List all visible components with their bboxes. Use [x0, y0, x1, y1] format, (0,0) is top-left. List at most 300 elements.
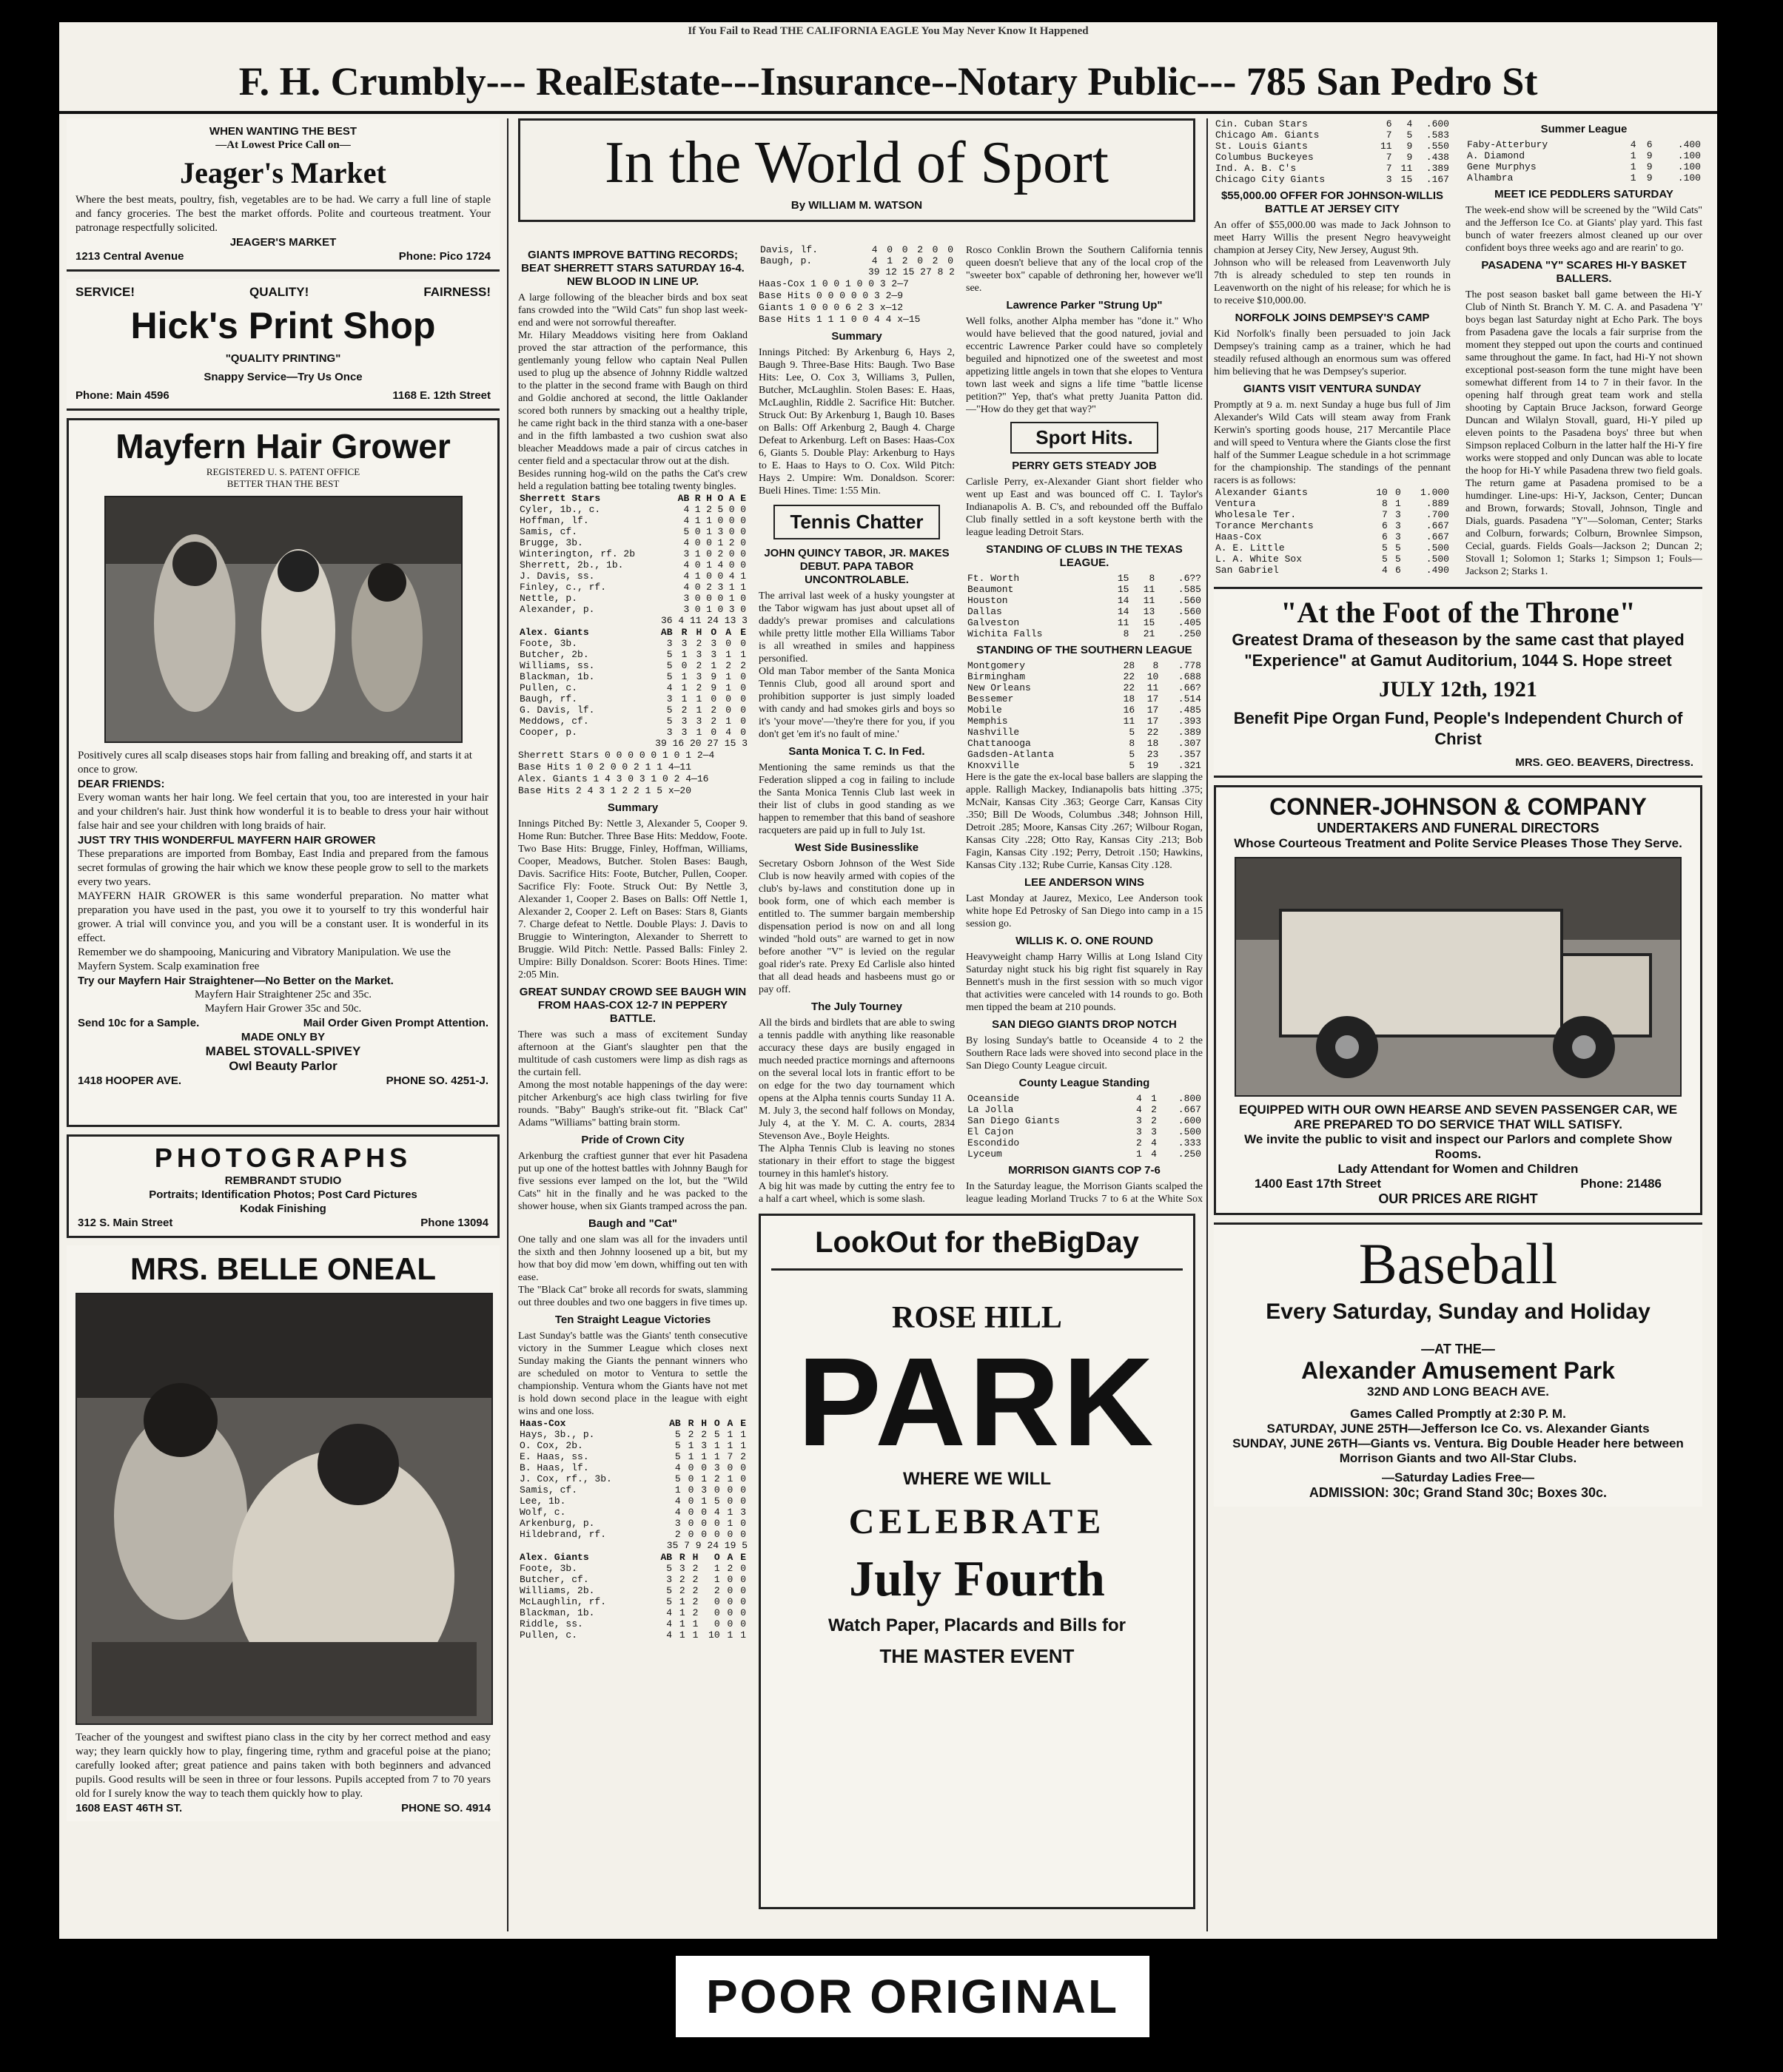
table-cell: 1	[713, 1563, 720, 1574]
col5-p1: An offer of $55,000.00 was made to Jack Johnson to meet Harry Willis the present Negro heavyweight champion at Jersey City, New Jersey, August 9th.	[1214, 220, 1451, 256]
box-score-row	[518, 593, 748, 604]
table-cell: 4	[1135, 1104, 1142, 1115]
table-header-cell: Sherrett Stars	[520, 493, 601, 504]
table-cell: 13	[1143, 606, 1155, 617]
table-cell: Butcher, cf.	[520, 1574, 589, 1585]
table-cell: Winterington, rf. 2b	[520, 548, 636, 559]
hicks-phone: Phone: Main 4596	[75, 389, 169, 402]
box-score-row	[518, 1607, 748, 1618]
col4-p7: By losing Sunday's battle to Oceanside 4 to 2 the Southern Race lads were shoved into second place in the San Diego County League circuit.	[966, 1035, 1203, 1072]
table-cell: .583	[1426, 130, 1449, 141]
photos-line1: Portraits; Identification Photos; Post Card Pictures	[149, 1188, 417, 1201]
table-cell: 14	[1117, 595, 1129, 606]
table-cell: Columbus Buckeyes	[1215, 152, 1314, 163]
sport-column-3	[966, 244, 1203, 1206]
conner-title: CONNER-JOHNSON & COMPANY	[1269, 793, 1647, 820]
standings-row	[966, 704, 1203, 716]
summer-league-table-2	[1465, 139, 1702, 184]
table-cell: Foote, 3b.	[520, 638, 578, 649]
table-cell: 2	[740, 1451, 746, 1462]
table-cell: 0	[728, 526, 735, 537]
table-cell: San Diego Giants	[967, 1115, 1060, 1126]
table-cell: Foote, 3b.	[520, 1563, 578, 1574]
standings-row	[966, 682, 1203, 693]
table-cell: .389	[1426, 163, 1449, 174]
table-cell: 1	[711, 660, 717, 671]
table-cell: Wolf, c.	[520, 1507, 566, 1518]
table-header-row	[518, 1418, 748, 1429]
table-cell: 1	[713, 1440, 720, 1451]
july-tourney-head: The July Tourney	[810, 1000, 903, 1013]
table-cell: .66?	[1178, 682, 1201, 693]
table-cell: 0	[740, 537, 746, 548]
col3-totals: 39 12 15 27 8 2	[867, 266, 955, 278]
standings-row	[1214, 542, 1451, 554]
tennis-t2: Old man Tabor member of the Santa Monica Tennis Club, good all around sport and prohibition supporter is just simply loaded with candy and had smokes girls and boys so it's 'your move'—'they're there for you, if you don't get 'em it's no fault of mine.'	[759, 666, 955, 740]
table-cell: 18	[1146, 738, 1159, 749]
table-header-cell: O	[713, 1552, 720, 1563]
texas-league-table	[966, 573, 1203, 639]
table-header-cell: O	[711, 627, 717, 638]
table-cell: .6??	[1178, 573, 1201, 584]
table-cell: 0	[688, 1484, 694, 1496]
sunday-p5: Among the most notable happenings of the day were: pitcher Arkenburg's ace high class twirling for five rounds. "Baby" Baugh's strike-out fit. "Black Cat" Adams "Williams" batting brain storm.	[518, 1080, 748, 1128]
table-cell: Blackman, 1b.	[520, 1607, 595, 1618]
table-cell: 1	[696, 704, 702, 716]
table-cell: 0	[701, 1462, 708, 1473]
table-header-cell: R	[679, 1552, 685, 1563]
tennis-headline: JOHN QUINCY TABOR, JR. MAKES DEBUT. PAPA TABOR UNCONTROLABLE.	[764, 547, 950, 586]
hicks-service: SERVICE!	[75, 285, 135, 299]
table-cell: .333	[1178, 1137, 1201, 1148]
baseball-sat: SATURDAY, JUNE 25TH—Jefferson Ice Co. vs. Alexander Giants	[1266, 1422, 1650, 1436]
table-header-cell: O	[717, 493, 724, 504]
standings-row	[966, 1137, 1203, 1148]
top-line: If You Fail to Read THE CALIFORNIA EAGLE You May Never Know It Happened	[688, 25, 1089, 37]
table-cell: 2	[717, 548, 724, 559]
table-cell: 5	[1129, 749, 1135, 760]
col5-p5: The week-end show will be screened by the "Wild Cats" and the Jefferson Ice Co. at Giants' play yard. This fast bunch of water freezers almost cleaned up our over confident boys three weeks ago and are rearin' to go.	[1465, 205, 1702, 254]
table-cell: 1	[740, 571, 746, 582]
giants-p2: Mr. Hilary Meaddows visiting here from Oakland proved the star attraction of the performance, this gentlemanly young fellow who captain Neal Pullen used to plug up the absence of Johnny Riddle waltzed to the platter in the second frame with Baugh on third and Goldie anchored at second, the little Oaklander scored both runners by smacking out a healthy triple, he came right back in the third stanza with a one-baser and in the fifth lambasted a two cushion swat also bleacher Meaddows made a pair of circus catches in center field and a spectacular throw out at the dish.	[518, 330, 748, 467]
standings-row	[966, 760, 1203, 771]
table-cell: 11	[1143, 595, 1155, 606]
table-cell: Samis, cf.	[520, 526, 578, 537]
table-cell: Blackman, 1b.	[520, 671, 595, 682]
table-cell: 2	[932, 255, 938, 266]
table-cell: 1	[740, 1440, 746, 1451]
table-cell: Ventura	[1215, 498, 1256, 509]
table-cell: El Cajon	[967, 1126, 1014, 1137]
table-cell: 0	[740, 1518, 746, 1529]
county-head: County League Standing	[1018, 1077, 1150, 1089]
table-cell: 4	[1151, 1137, 1157, 1148]
giants-p3: Besides running hog-wild on the paths the Cat's crew held a regulation batting bee totaling twenty bingles.	[518, 468, 748, 492]
mayfern-name: Mayfern Hair Grower	[115, 427, 451, 465]
table-header-cell: A	[728, 493, 735, 504]
table-cell: 0	[932, 244, 938, 255]
table-cell: 1	[701, 1473, 708, 1484]
table-cell: 0	[740, 716, 746, 727]
table-cell: 5	[1406, 130, 1413, 141]
hicks-address: 1168 E. 12th Street	[392, 389, 491, 402]
table-cell: 3	[696, 671, 702, 682]
table-cell: 0	[706, 548, 712, 559]
table-cell: 0	[740, 682, 746, 693]
table-cell: 11	[1143, 584, 1155, 595]
west-side-head: West Side Businesslike	[794, 841, 919, 854]
table-header-cell: A	[725, 627, 732, 638]
box-score-row	[759, 255, 955, 266]
table-cell: 0	[917, 255, 924, 266]
table-cell: 0	[947, 255, 953, 266]
table-cell: 9	[1406, 141, 1413, 152]
summary-text: Innings Pitched By: Nettle 3, Alexander 5, Cooper 9. Home Run: Butcher. Three Base Hits: Meddow, Foote. Two Base Hits: Brugge, Finley, Hoffman, Williams, Cooper, Meadows, Butcher. Stolen Bases: Baugh, Davis. Sacrifice Hits: Foote, Butcher, Pullen, Cooper. Sacrifice Fly: Foote. Struck Out: By Nettle 3, Alexander 1, Cooper 2. Bases on Balls: Off Nettle 1, Alexander 2, Cooper 2. Left on Bases: Stars 8, Giants 7. Charge defeat to Nettle. Double Plays: J. Davis to Bruggie to Winterington, Alexander to Sherrett to Bruggie. Wild Pitch: Nettle. Passed Balls: Finley 2. Umpire: Billy Donaldson. Scorer: Boots Hines. Time: 2:05 Min.	[518, 818, 748, 980]
summer-league-table	[1214, 487, 1451, 576]
table-cell: 1	[1394, 498, 1401, 509]
table-cell: Haas-Cox	[1215, 531, 1262, 542]
table-cell: 5	[666, 704, 673, 716]
table-cell: Meddows, cf.	[520, 716, 589, 727]
hicks-name: Hick's Print Shop	[130, 305, 436, 346]
table-cell: E. Haas, ss.	[520, 1451, 589, 1462]
sport-byline: By WILLIAM M. WATSON	[790, 199, 923, 212]
jeager-body: Where the best meats, poultry, fish, vegetables are to be had. We carry a full line of staple and fancy groceries. The best the market offords. Polite and courteous treatment. Your patronage respectfully solicited.	[75, 194, 491, 234]
table-cell: 4	[1406, 118, 1413, 130]
table-cell: Hildebrand, rf.	[520, 1529, 607, 1540]
right-column	[1214, 118, 1702, 1931]
conner-l2: EQUIPPED WITH OUR OWN HEARSE AND SEVEN PASSENGER CAR, WE ARE PREPARED TO DO SERVICE THAT WILL SATISFY.	[1238, 1103, 1678, 1131]
tennis-chatter-title: Tennis Chatter	[773, 505, 940, 539]
table-cell: 4	[683, 571, 690, 582]
newspaper-page	[59, 22, 1717, 1939]
box-score-row	[518, 660, 748, 671]
table-cell: .667	[1426, 531, 1449, 542]
table-cell: Oceanside	[967, 1093, 1020, 1104]
table-cell: .800	[1178, 1093, 1201, 1104]
anderson-head: LEE ANDERSON WINS	[1024, 876, 1144, 889]
table-cell: 0	[728, 515, 735, 526]
table-cell: 19	[1146, 760, 1159, 771]
box-score-row	[518, 548, 748, 559]
table-cell: 2	[706, 582, 712, 593]
box-score-row	[518, 693, 748, 704]
table-cell: 5	[666, 1585, 673, 1596]
tennis-t6: The Alpha Tennis Club is leaving no stones stationary in their effort to stage the biggest tourney in this hamlet's history.	[759, 1143, 955, 1180]
summary-head: Summary	[607, 801, 659, 814]
table-cell: 5	[674, 1440, 681, 1451]
table-cell: 0	[694, 604, 701, 615]
box-score-row	[518, 1496, 748, 1507]
table-cell: 8	[1152, 660, 1159, 671]
table-cell: 0	[725, 693, 732, 704]
standings-row	[1214, 130, 1451, 141]
table-cell: 3	[696, 649, 702, 660]
table-cell: 0	[701, 1507, 708, 1518]
texas-head: STANDING OF CLUBS IN THE TEXAS LEAGUE.	[986, 543, 1183, 569]
mayfern-sample: Send 10c for a Sample.	[78, 1017, 200, 1029]
table-cell: 5	[1382, 542, 1388, 554]
table-cell: 1	[740, 1629, 746, 1641]
table-cell: 6	[1382, 520, 1388, 531]
table-cell: 1	[740, 1429, 746, 1440]
oneal-name: MRS. BELLE ONEAL	[130, 1251, 436, 1286]
mayfern-p6: Mayfern Hair Straightener 25c and 35c.	[194, 989, 372, 1000]
table-cell: Hays, 3b., p.	[520, 1429, 595, 1440]
col5-p3: Kid Norfolk's finally been persuaded to join Jack Dempsey's training camp as a trainer, which he had steadily refused although an enormous sum was offered him believing that he was Dempsey's superior.	[1214, 329, 1451, 377]
table-cell: 4	[683, 515, 690, 526]
throne-directress: MRS. GEO. BEAVERS, Directress.	[1515, 756, 1693, 769]
box-score-row	[518, 671, 748, 682]
table-cell: Wichita Falls	[967, 628, 1043, 639]
baseball-l1: Every Saturday, Sunday and Holiday	[1266, 1299, 1651, 1324]
table-cell: 4	[725, 727, 732, 738]
table-cell: 0	[701, 1529, 708, 1540]
table-cell: 0	[713, 1484, 720, 1496]
box-score-row	[518, 504, 748, 515]
photos-title: PHOTOGRAPHS	[154, 1143, 412, 1173]
table-header-cell: AB	[660, 627, 673, 638]
hicks-ad	[67, 279, 500, 411]
table-cell: 5	[713, 1496, 720, 1507]
standings-row	[966, 1104, 1203, 1115]
table-cell: 17	[1146, 704, 1159, 716]
box-score-row	[518, 559, 748, 571]
table-cell: 1	[692, 1618, 699, 1629]
box-score-row	[518, 1451, 748, 1462]
table-cell: 5	[1129, 727, 1135, 738]
table-cell: 3	[681, 638, 688, 649]
box-score-row	[518, 1440, 748, 1451]
table-cell: 0	[711, 693, 717, 704]
standings-row	[1214, 163, 1451, 174]
jeager-kicker: WHEN WANTING THE BEST	[209, 125, 357, 138]
standings-row	[966, 716, 1203, 727]
table-header-cell: H	[706, 493, 712, 504]
hicks-slogan: Snappy Service—Try Us Once	[204, 371, 363, 383]
table-cell: Montgomery	[967, 660, 1026, 671]
table-cell: 2	[679, 1574, 685, 1585]
table-cell: .500	[1426, 554, 1449, 565]
table-cell: 2	[706, 504, 712, 515]
mayfern-better: BETTER THAN THE BEST	[226, 478, 340, 489]
sport-header-box	[518, 118, 1195, 229]
table-cell: 2	[681, 704, 688, 716]
table-cell: 2	[1135, 1137, 1142, 1148]
table-cell: New Orleans	[967, 682, 1031, 693]
park-word: PARK	[797, 1332, 1157, 1473]
table-cell: Chicago Am. Giants	[1215, 130, 1320, 141]
table-cell: 17	[1146, 716, 1159, 727]
table-cell: 11	[1380, 141, 1392, 152]
standings-row	[1465, 139, 1702, 150]
table-cell: Cin. Cuban Stars	[1215, 118, 1308, 130]
table-cell: 1	[701, 1496, 708, 1507]
ten-straight-head: Ten Straight League Victories	[554, 1314, 711, 1326]
table-cell: 5	[666, 1596, 673, 1607]
table-cell: 9	[1646, 150, 1653, 161]
baseball-title: Baseball	[1358, 1231, 1558, 1296]
table-cell: 1	[727, 1518, 733, 1529]
table-cell: Faby-Atterbury	[1467, 139, 1548, 150]
standings-row	[966, 595, 1203, 606]
mayfern-parlor: Owl Beauty Parlor	[229, 1059, 338, 1073]
standings-row	[966, 1093, 1203, 1104]
table-cell: 1	[679, 1596, 685, 1607]
table-cell: 11	[1146, 682, 1159, 693]
hearse-car-illustration	[1236, 858, 1680, 1095]
table-cell: 5	[666, 671, 673, 682]
linescore-1: Sherrett Stars 0 0 0 0 0 1 0 1 2—4	[518, 750, 715, 761]
table-cell: 2	[692, 1574, 699, 1585]
table-cell: 1	[727, 1473, 733, 1484]
table-header-cell: AB	[669, 1418, 681, 1429]
standings-row	[966, 749, 1203, 760]
table-cell: 4	[713, 1507, 720, 1518]
table-cell: 0	[740, 526, 746, 537]
table-cell: 2	[696, 682, 702, 693]
table-cell: .514	[1178, 693, 1201, 704]
table-cell: 1	[694, 504, 701, 515]
table-cell: Ft. Worth	[967, 573, 1020, 584]
table-cell: 0	[740, 671, 746, 682]
offer-head: $55,000.00 OFFER FOR JOHNSON-WILLIS BATTLE AT JERSEY CITY	[1220, 189, 1444, 215]
table-cell: 4	[683, 559, 690, 571]
master-event: THE MASTER EVENT	[879, 1645, 1075, 1667]
table-cell: 1	[679, 1607, 685, 1618]
table-cell: .667	[1178, 1104, 1201, 1115]
box-score-row	[518, 1518, 748, 1529]
table-cell: 1	[694, 515, 701, 526]
table-cell: A. E. Little	[1215, 542, 1285, 554]
conner-johnson-ad	[1214, 785, 1702, 1215]
table-cell: Baugh, rf.	[520, 693, 578, 704]
table-cell: 1	[694, 548, 701, 559]
table-cell: Brugge, 3b.	[520, 537, 583, 548]
table-cell: Bessemer	[967, 693, 1014, 704]
col5-p2: Johnson who will be released from Leavenworth July 7th is already scheduled to step ten rounds in Leavenworth on the night of his release; for which he is to receive $10,000.00.	[1214, 258, 1451, 306]
table-cell: 1	[713, 1451, 720, 1462]
table-cell: 4	[871, 255, 878, 266]
standings-row	[1214, 174, 1451, 185]
table-cell: 1	[688, 1451, 694, 1462]
table-cell: 3	[666, 1574, 673, 1585]
table-cell: 0	[901, 244, 908, 255]
table-cell: 23	[1146, 749, 1159, 760]
box-score-row	[518, 1429, 748, 1440]
table-cell: 1	[725, 716, 732, 727]
standings-row	[966, 738, 1203, 749]
table-cell: 3	[1135, 1126, 1142, 1137]
throne-ad	[1214, 587, 1702, 778]
table-cell: .600	[1178, 1115, 1201, 1126]
table-cell: 1	[740, 649, 746, 660]
mayfern-p1: Every woman wants her hair long. We feel certain that you, too are interested in your hair and your children's hair. Just think how wonderful it is to beable to dress your hair without false hair and see your children with long braids of hair.	[78, 792, 488, 832]
table-cell: 3	[666, 693, 673, 704]
table-header-row	[518, 627, 748, 638]
table-cell: 1	[679, 1618, 685, 1629]
table-cell: 9	[1646, 161, 1653, 172]
table-cell: 0	[717, 604, 724, 615]
table-cell: Nashville	[967, 727, 1020, 738]
standings-row	[1465, 161, 1702, 172]
table-header-cell: R	[694, 493, 701, 504]
table-cell: 4	[666, 1607, 673, 1618]
table-cell: 0	[740, 1473, 746, 1484]
sport-hits-title: Sport Hits.	[1010, 422, 1158, 454]
table-cell: 9	[1406, 152, 1413, 163]
table-cell: 2	[725, 660, 732, 671]
tennis-t3: Mentioning the same reminds us that the Federation slipped a cog in failing to include the Santa Monica Tennis Club last week in their list of clubs in good standing as we happen to remember that this band of seashore racqueters are paid up in full to July 1st.	[759, 762, 955, 836]
standings-row	[966, 573, 1203, 584]
table-header-cell: O	[713, 1418, 720, 1429]
table-cell: .700	[1426, 509, 1449, 520]
conner-l1: Whose Courteous Treatment and Polite Service Pleases Those They Serve.	[1234, 836, 1682, 850]
table-cell: 0	[740, 638, 746, 649]
table-cell: .490	[1426, 565, 1449, 576]
table-header-cell: R	[688, 1418, 694, 1429]
mayfern-p7: Mayfern Hair Grower 35c and 50c.	[204, 1003, 362, 1015]
table-cell: .550	[1426, 141, 1449, 152]
box-score-giants	[518, 627, 748, 738]
table-cell: 11	[1123, 716, 1135, 727]
baseball-park: Alexander Amusement Park	[1301, 1357, 1615, 1384]
norfolk-head: NORFOLK JOINS DEMPSEY'S CAMP	[1235, 312, 1430, 324]
table-cell: 15	[1143, 617, 1155, 628]
table-cell: 17	[1146, 693, 1159, 704]
table-cell: 0	[727, 1607, 733, 1618]
box-score-row	[518, 515, 748, 526]
table-header-cell: E	[740, 1552, 746, 1563]
table-cell: 11	[1400, 163, 1413, 174]
table-cell: 0	[681, 660, 688, 671]
table-cell: 0	[713, 1529, 720, 1540]
table-header-cell: AB	[677, 493, 690, 504]
table-cell: 3	[1394, 520, 1401, 531]
table-cell: 1	[717, 537, 724, 548]
col3-summary: Innings Pitched: By Arkenburg 6, Hays 2, Baugh 9. Three-Base Hits: Baugh. Two Base Hits: Lee, O. Cox 3, Williams 3, Pullen, Butcher, McLaughlin. Stolen Bases: E. Haas, McLaughlin, Riddle 2. Sacrifice Hit: Butcher. Struck Out: By Arkenburg 1, Baugh 10. Bases on Balls: Off Arkenburg 2, Baugh 4. Charge Defeat to Arkenburg. Left on Bases: Haas-Cox 6, Giants 5. Double Play: Arkenburg to Hays to E. Haas to Hays to O. Cox. Wild Pitch: Hays 2. Umpire: Wm. Donaldson. Scorer: Bueli Hines. Time: 1:55 Min.	[759, 347, 955, 497]
table-cell: Dallas	[967, 606, 1002, 617]
table-cell: 1	[1630, 150, 1636, 161]
table-cell: 1	[674, 1484, 681, 1496]
table-cell: 10	[708, 1629, 720, 1641]
table-cell: Alexander Giants	[1215, 487, 1308, 498]
table-cell: 4	[1382, 565, 1388, 576]
table-cell: 0	[727, 1462, 733, 1473]
table-header-cell: H	[701, 1418, 708, 1429]
table-cell: 4	[674, 1462, 681, 1473]
table-cell: 1	[728, 593, 735, 604]
table-cell: 0	[727, 1618, 733, 1629]
table-cell: Cooper, p.	[520, 727, 578, 738]
table-cell: 9	[711, 682, 717, 693]
table-cell: 2	[711, 704, 717, 716]
mayfern-madeby: MADE ONLY BY	[241, 1031, 326, 1043]
table-cell: 5	[683, 526, 690, 537]
table-cell: 0	[947, 244, 953, 255]
tennis-t1: The arrival last week of a husky youngster at the Tabor wigwam has just about upset all of daddy's prewar promises and calculations while pretty little mother Ella Williams Tabor is all wreathed in smiles and happiness personified.	[759, 591, 955, 665]
oneal-ad	[67, 1245, 500, 1821]
table-cell: 5	[674, 1473, 681, 1484]
baseball-ad	[1214, 1222, 1702, 1507]
linescore-2: Base Hits 1 0 2 0 0 2 1 1 4—11	[518, 761, 692, 773]
left-ads-column	[67, 118, 500, 1931]
southern-head: STANDING OF THE SOUTHERN LEAGUE	[976, 644, 1192, 656]
oneal-photo	[75, 1293, 493, 1725]
table-cell: Lyceum	[967, 1148, 1002, 1160]
conner-phone: Phone: 21486	[1580, 1177, 1662, 1191]
table-cell: 0	[727, 1484, 733, 1496]
